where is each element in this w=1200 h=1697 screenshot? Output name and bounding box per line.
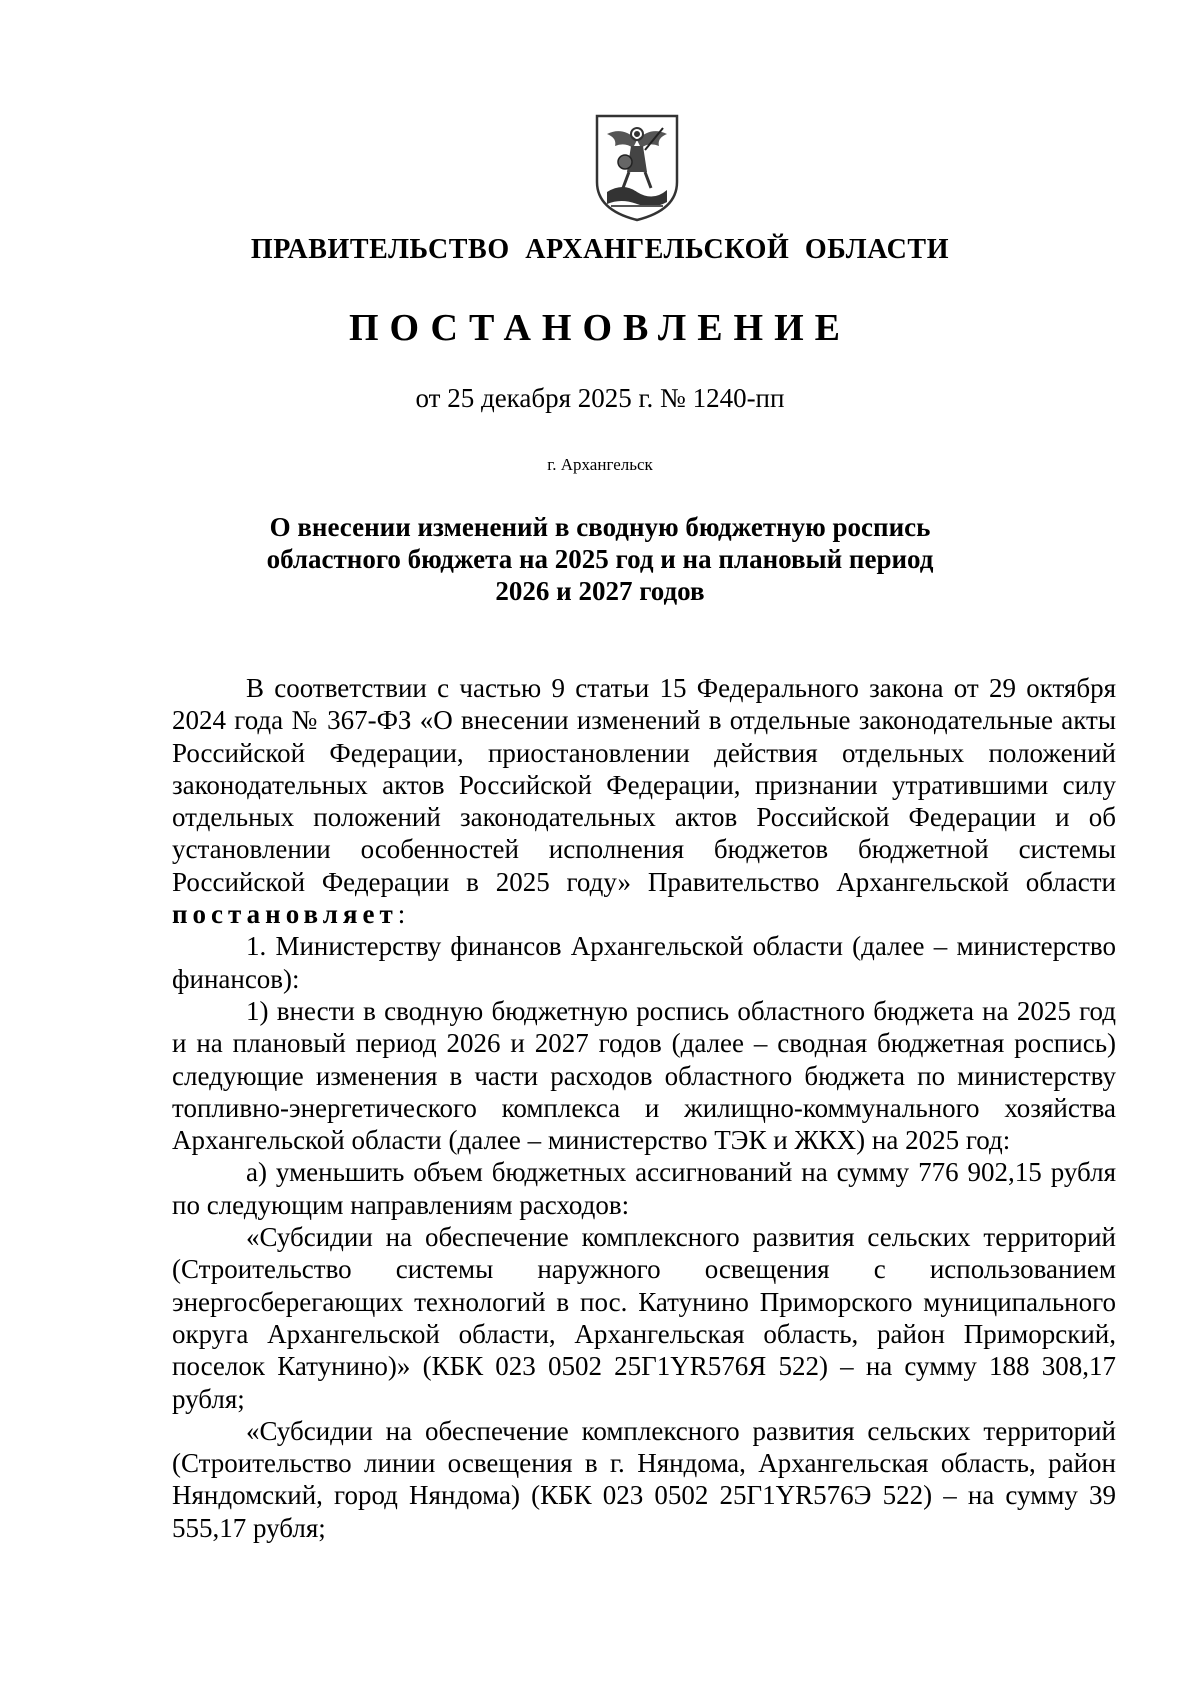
paragraph-subsidy-1: «Субсидии на обеспечение комплексного развития сельских территорий (Строительство системы наружного освещения с использованием энергосберегающих технологий в пос. Катунино Приморского муниципального округа Архангельской области, Архангельская область, район Приморский, поселок Катунино)» (КБК 023 0502 25Г1YR576Я 522) – на сумму 188 308,17 рубля; [172,1222,1116,1414]
preamble-paragraph [172,672,1116,930]
document-date-number: от 25 декабря 2025 г. № 1240-пп [415,383,785,413]
title-line: областного бюджета на 2025 год и на плановый период [266,544,934,574]
coat-of-arms-icon [593,112,681,224]
document-title [180,511,1020,607]
paragraph-item-1-1: 1) внести в сводную бюджетную роспись областного бюджета на 2025 год и на плановый период 2026 и 2027 годов (далее – сводная бюджетная роспись) следующие изменения в части расходов областного бюджета по министерству топливно-энергетического комплекса и жилищно-коммунального хозяйства Архангельской области (далее – министерство ТЭК и ЖКХ) на 2025 год: [172,995,1116,1156]
title-line: О внесении изменений в сводную бюджетную роспись [269,512,931,542]
paragraph-subsidy-2: «Субсидии на обеспечение комплексного развития сельских территорий (Строительство линии освещения в г. Няндома, Архангельская область, район Няндомский, город Няндома) (КБК 023 0502 25Г1YR576Э 522) – на сумму 39 555,17 рубля; [172,1415,1116,1543]
decree-colon: : [397,899,406,930]
document-type: ПОСТАНОВЛЕНИЕ [348,307,852,349]
paragraph-item-a: а) уменьшить объем бюджетных ассигнований на сумму 776 902,15 рубля по следующим направлениям расходов: [172,1157,1116,1220]
decree-word: постановляет [172,899,398,930]
document-body [172,672,1116,1544]
organization-name: ПРАВИТЕЛЬСТВО АРХАНГЕЛЬСКОЙ ОБЛАСТИ [250,234,950,265]
document-city: г. Архангельск [547,455,653,474]
paragraph-item-1: 1. Министерству финансов Архангельской области (далее – министерство финансов): [172,931,1116,994]
title-line: 2026 и 2027 годов [495,576,705,606]
preamble-text: В соответствии с частью 9 статьи 15 Федерального закона от 29 октября 2024 года № 367-ФЗ «О внесении изменений в отдельные законодательные акты Российской Федерации, приостановлении действия отдельных положений законодательных актов Российской Федерации, признании утратившими силу отдельных положений законодательных актов Российской Федерации и об установлении особенностей исполнения бюджетов бюджетной системы Российской Федерации в 2025 году» Правительство Архангельской области [172,673,1116,897]
